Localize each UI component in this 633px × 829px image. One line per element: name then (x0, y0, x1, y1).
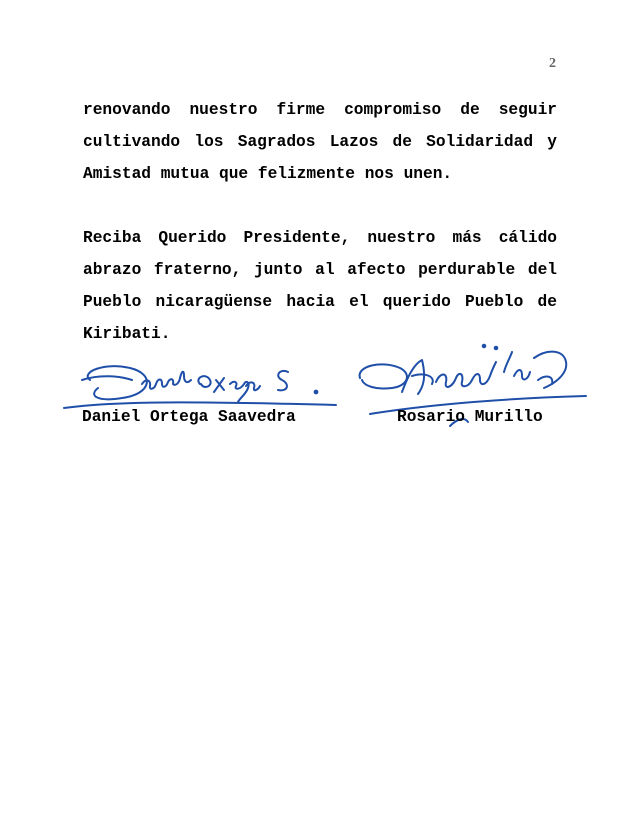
signatory-name-left: Daniel Ortega Saavedra (82, 408, 296, 426)
letter-paragraph-greeting: Reciba Querido Presidente, nuestro más cálido abrazo fraterno, junto al afecto perdurable del Pueblo nicaragüense hacia el querido Pueblo de Kiribati. (83, 229, 557, 343)
page-number: 2 (549, 56, 556, 71)
signature-daniel-ortega (60, 350, 345, 412)
signatory-name-right: Rosario Murillo (397, 408, 543, 426)
letter-paragraph-closing: renovando nuestro firme compromiso de seguir cultivando los Sagrados Lazos de Solidaridad y Amistad mutua que felizmente nos unen. (83, 101, 557, 183)
